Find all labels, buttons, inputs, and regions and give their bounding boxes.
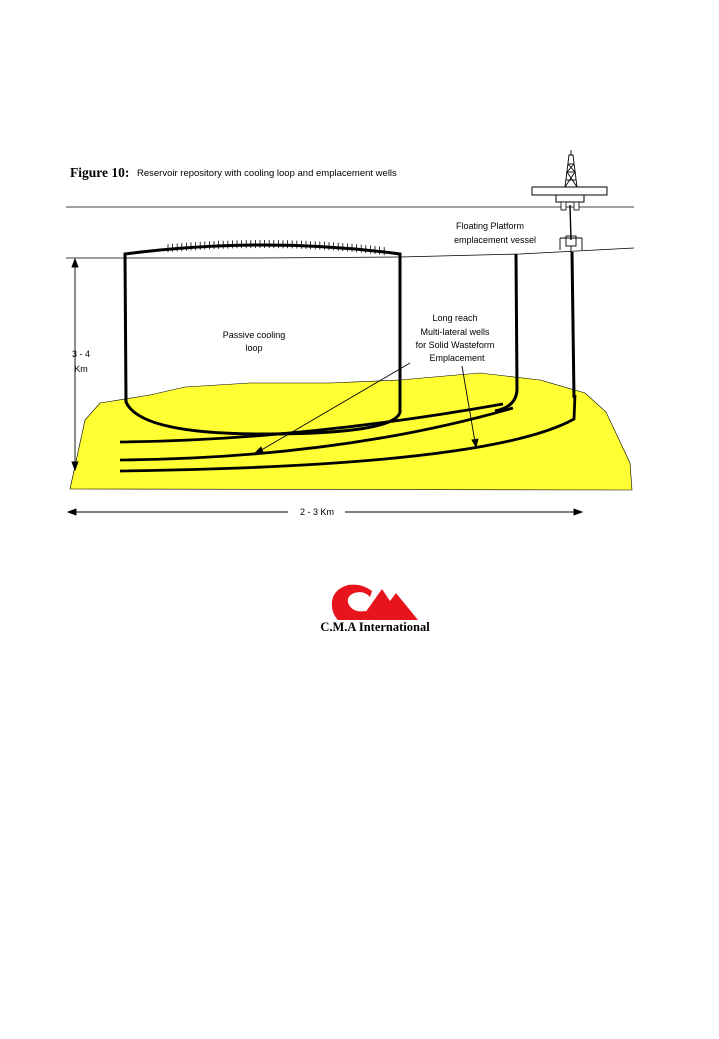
wells-label-line1: Long reach xyxy=(432,313,478,323)
cooling-fins xyxy=(168,240,384,255)
wellhead-assembly xyxy=(560,236,582,252)
depth-label-line1: 3 - 4 xyxy=(71,349,91,359)
wells-label-line3: for Solid Wasteform xyxy=(415,340,495,350)
company-name: C.M.A International xyxy=(320,620,430,634)
cma-logo-icon xyxy=(330,583,418,621)
emplacement-well xyxy=(572,252,574,398)
figure-caption: Reservoir repository with cooling loop and emplacement wells xyxy=(137,168,397,179)
depth-label-line2: Km xyxy=(74,364,88,374)
platform-label-line1: Floating Platform xyxy=(455,221,525,231)
wells-label-line4: Emplacement xyxy=(429,353,485,363)
riser-pipe xyxy=(570,205,571,240)
figure-number: Figure 10: xyxy=(70,165,130,180)
width-label: 2 - 3 Km xyxy=(299,507,335,517)
cooling-loop-label-line2: loop xyxy=(245,343,263,353)
platform-label-line2: emplacement vessel xyxy=(453,235,537,245)
cooling-loop-label-line1: Passive cooling xyxy=(222,330,286,340)
drilling-derrick-icon xyxy=(565,150,577,187)
wells-label-line2: Multi-lateral wells xyxy=(420,327,490,337)
